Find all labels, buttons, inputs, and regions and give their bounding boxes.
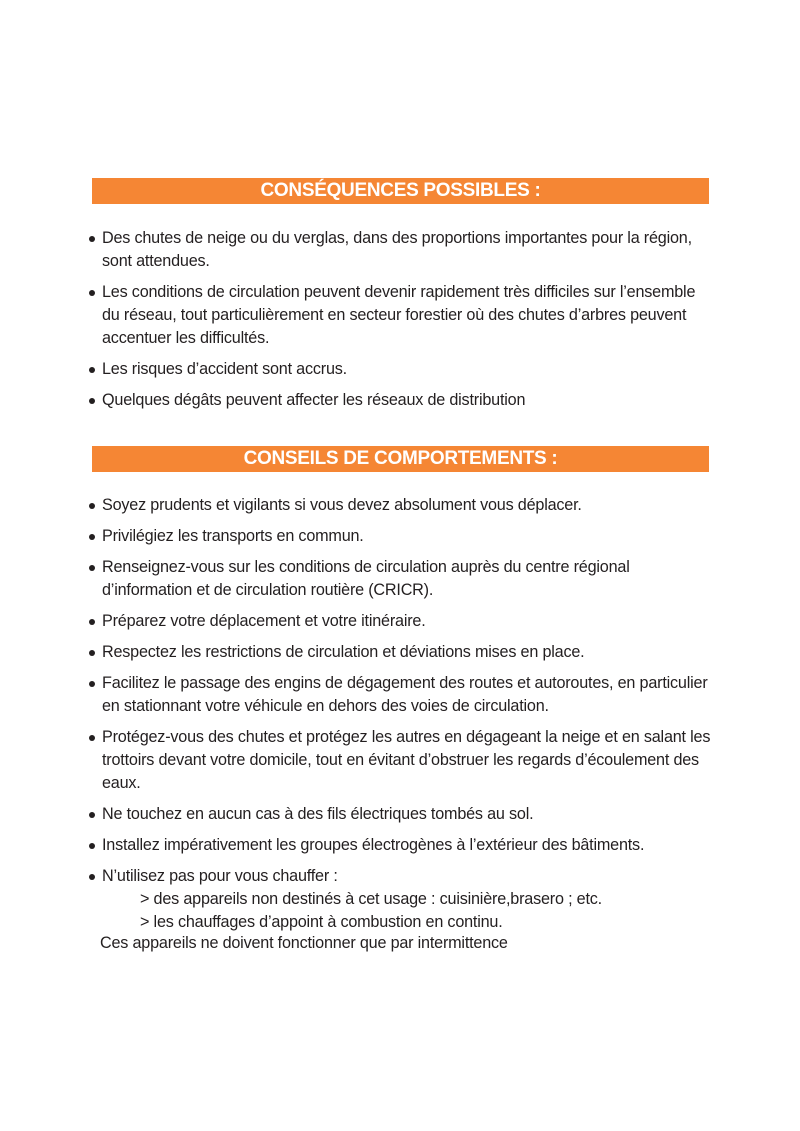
heating-sub-item: > des appareils non destinés à cet usage : cuisinière,brasero ; etc.: [140, 890, 602, 908]
list-item-heating: [88, 865, 713, 934]
list-item: Privilégiez les transports en commun.: [88, 525, 713, 548]
advice-list: [88, 494, 713, 934]
list-item: Les risques d’accident sont accrus.: [88, 358, 713, 381]
consequences-list: [88, 227, 713, 412]
list-item: Ne touchez en aucun cas à des fils électriques tombés au sol.: [88, 803, 713, 826]
section-banner-consequences: CONSÉQUENCES POSSIBLES :: [92, 178, 709, 204]
list-item: Préparez votre déplacement et votre itinéraire.: [88, 610, 713, 633]
list-item: Soyez prudents et vigilants si vous devez absolument vous déplacer.: [88, 494, 713, 517]
heating-lead: N’utilisez pas pour vous chauffer :: [102, 867, 338, 885]
closing-note: Ces appareils ne doivent fonctionner que par intermittence: [100, 934, 508, 952]
list-item: Protégez-vous des chutes et protégez les autres en dégageant la neige et en salant les trottoirs devant votre domicile, tout en évitant d’obstruer les regards d’écoulement des eaux.: [88, 726, 713, 795]
list-item: Respectez les restrictions de circulation et déviations mises en place.: [88, 641, 713, 664]
list-item: Installez impérativement les groupes électrogènes à l’extérieur des bâtiments.: [88, 834, 713, 857]
list-item: Les conditions de circulation peuvent devenir rapidement très difficiles sur l’ensemble du réseau, tout particulièrement en secteur forestier où des chutes d’arbres peuvent accentuer les difficultés.: [88, 281, 713, 350]
list-item: Des chutes de neige ou du verglas, dans des proportions importantes pour la région, sont attendues.: [88, 227, 713, 273]
section-banner-advice: CONSEILS DE COMPORTEMENTS :: [92, 446, 709, 472]
list-item: Quelques dégâts peuvent affecter les réseaux de distribution: [88, 389, 713, 412]
heating-sub-item: > les chauffages d’appoint à combustion en continu.: [140, 913, 503, 931]
list-item: Facilitez le passage des engins de dégagement des routes et autoroutes, en particulier en stationnant votre véhicule en dehors des voies de circulation.: [88, 672, 713, 718]
list-item: Renseignez-vous sur les conditions de circulation auprès du centre régional d’information et de circulation routière (CRICR).: [88, 556, 713, 602]
